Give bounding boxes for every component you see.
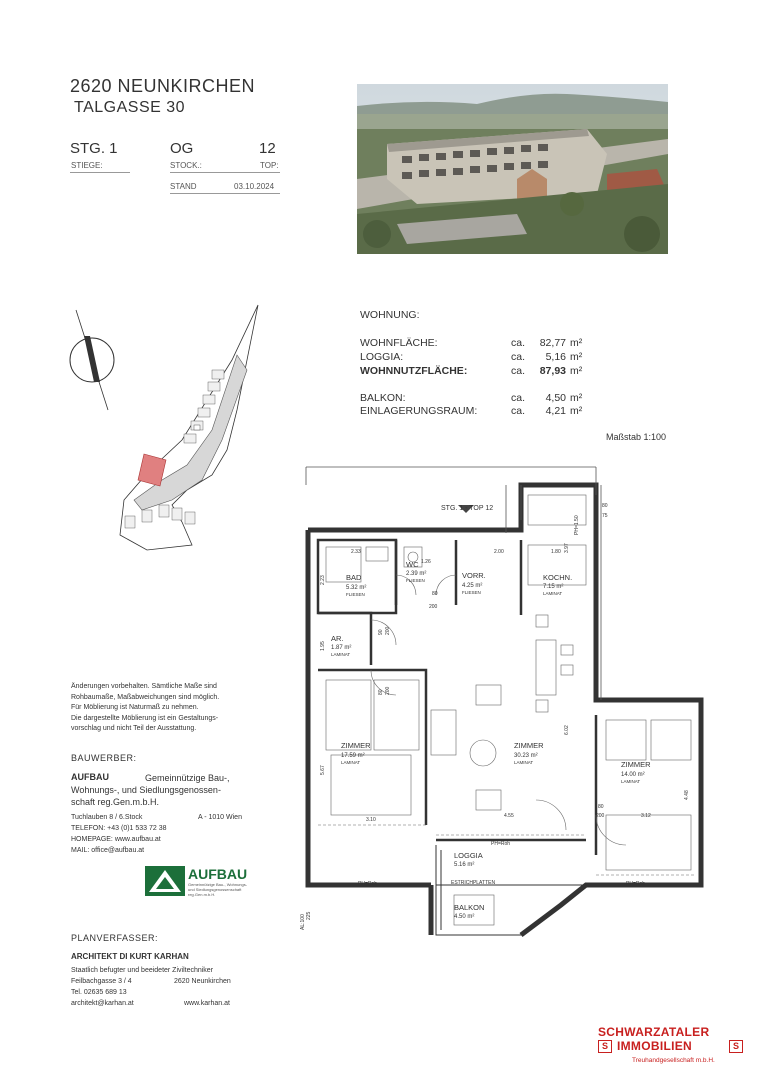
bauwerber-desc	[145, 772, 230, 784]
einlagerung-unit: m²	[570, 405, 583, 417]
door-tag-6: 200	[385, 686, 391, 695]
disclaimer-line: Änderungen vorbehalten. Sämtliche Maße sind	[71, 683, 217, 690]
aufbau-logo-sub	[188, 882, 247, 897]
wohnung-title: WOHNUNG:	[360, 309, 420, 321]
einlagerung-value: 4,21	[545, 405, 566, 417]
bauwerber-name: AUFBAU	[71, 772, 109, 782]
wohnnutzflaeche-value: 87,93	[539, 365, 566, 377]
room-vorr-name: VORR.	[462, 571, 486, 580]
room-zimmer3-floor: LAMINAT	[621, 779, 641, 784]
plan-top-label: STG. 1 - TOP 12	[441, 505, 494, 512]
aufbau-logo-icon	[145, 866, 185, 896]
room-vorr-area: 4.25 m²	[462, 583, 483, 589]
loggia-unit: m²	[570, 351, 583, 363]
sill-tag-2: 225	[306, 911, 312, 920]
bauwerber-desc-line: schaft reg.Gen.m.b.H.	[71, 797, 160, 807]
agent-mark-left-icon	[598, 1040, 612, 1053]
room-zimmer1-name: ZIMMER	[341, 741, 371, 750]
wohnflaeche-value: 82,77	[539, 337, 566, 349]
planverfasser-city: 2620 Neunkirchen	[174, 978, 231, 985]
bauwerber-phone: TELEFON: +43 (0)1 533 72 38	[71, 825, 167, 832]
wohnnutzflaeche-ca: ca.	[511, 365, 526, 377]
room-zimmer2-floor: LAMINAT	[514, 760, 534, 765]
dim-bad-width: 2.33	[351, 549, 361, 555]
planverfasser-name: ARCHITEKT DI KURT KARHAN	[71, 952, 189, 961]
planverfasser-line1: Staatlich befugter und beeideter Ziviltechniker	[71, 967, 214, 974]
room-vorr-floor: FLIESEN	[462, 590, 481, 595]
room-ar-name: AR.	[331, 634, 344, 643]
site-plan	[62, 300, 272, 570]
dim-bad-depth: 2.23	[320, 575, 326, 585]
room-bad-floor: FLIESEN	[346, 592, 365, 597]
door-tag-7: 80	[598, 804, 604, 810]
door-tag-4: 200	[385, 626, 391, 635]
balkon-unit: m²	[570, 392, 583, 404]
door-tag-1: 80	[432, 591, 438, 597]
door-tag-9: 80	[602, 503, 608, 509]
planverfasser-address: Feilbachgasse 3 / 4	[71, 978, 132, 985]
bauwerber-city: A - 1010 Wien	[198, 814, 242, 821]
sill-tag-1: AL:100	[300, 914, 306, 930]
room-balkon-area: 4.50 m²	[454, 914, 475, 920]
door-tag-3: 90	[378, 629, 384, 635]
room-bad-name: BAD	[346, 573, 362, 582]
disclaimer	[71, 682, 261, 735]
door-tag-2: 200	[429, 604, 438, 610]
room-balkon-name: BALKON	[454, 903, 485, 912]
agent-sub: Treuhandgesellschaft m.b.H.	[632, 1057, 715, 1064]
room-bad-area: 5.32 m²	[346, 585, 367, 591]
wohnflaeche-ca: ca.	[511, 337, 526, 349]
dim-vorr-width: 2.00	[494, 549, 504, 555]
stand-label: STAND	[170, 182, 197, 191]
room-kochn-floor: LAMINAT	[543, 591, 563, 596]
room-wc-name: WC	[406, 560, 419, 569]
aufbau-logo-sub-line: Gemeinnützige Bau-, Wohnungs-	[188, 882, 248, 887]
stand-date: 03.10.2024	[234, 182, 275, 191]
planverfasser-mail: architekt@karhan.at	[71, 1000, 134, 1007]
dim-zimmer2-depth: 6.02	[564, 725, 570, 735]
balkon-label: BALKON:	[360, 392, 406, 404]
dim-zimmer2-width: 4.55	[504, 813, 514, 819]
agent-name-line2: IMMOBILIEN	[617, 1039, 692, 1053]
door-tag-8: 200	[596, 813, 605, 819]
door-tag-10: 75	[602, 513, 608, 519]
bauwerber-homepage: HOMEPAGE: www.aufbau.at	[71, 836, 161, 843]
door-tag-5: 80	[378, 689, 384, 695]
bauwerber-desc-line: Gemeinnützige Bau-,	[145, 773, 230, 783]
einlagerung-ca: ca.	[511, 405, 526, 417]
dim-kochn-depth: 3.97	[564, 543, 570, 553]
room-ar-area: 1.87 m²	[331, 645, 352, 651]
top-label: TOP:	[260, 161, 279, 170]
aufbau-logo-text: AUFBAU	[188, 866, 248, 882]
agent-mark-right-glyph: S	[732, 1041, 739, 1051]
dim-ar-depth: 1.95	[320, 641, 326, 651]
street-title: TALGASSE 30	[74, 99, 186, 116]
aufbau-logo-sub-line: reg.Gen.m.b.H.	[188, 892, 216, 897]
balkon-ca: ca.	[511, 392, 526, 404]
room-zimmer1-area: 17.59 m²	[341, 753, 365, 759]
loggia-label: LOGGIA:	[360, 351, 404, 363]
north-arrow-icon	[84, 336, 100, 382]
agent-mark-left-glyph: S	[601, 1041, 608, 1051]
estrich-label: ESTRICHPLATTEN	[451, 880, 496, 886]
bauwerber-desc-line: Wohnungs-, und Siedlungsgenossen-	[71, 785, 221, 795]
wohnflaeche-label: WOHNFLÄCHE:	[360, 337, 438, 349]
room-kochn-name: KOCHN.	[543, 573, 573, 582]
floor-plan	[296, 455, 716, 945]
city-title: 2620 NEUNKIRCHEN	[70, 76, 256, 96]
sill-tag-4: PH=1.50	[574, 515, 580, 535]
dim-zimmer1-width: 3.10	[366, 817, 376, 823]
room-wc-floor: FLIESEN	[406, 578, 425, 583]
agent-mark-right-icon	[729, 1040, 743, 1053]
bauwerber-title: BAUWERBER:	[71, 753, 137, 763]
loggia-value: 5,16	[545, 351, 566, 363]
agent-name-line1: SCHWARZATALER	[598, 1025, 710, 1039]
bauwerber-mail: MAIL: office@aufbau.at	[71, 847, 145, 854]
disclaimer-line: vorschlag und nicht Teil der Ausstattung.	[71, 725, 197, 732]
sill-tag-3: PH=Roh	[491, 841, 511, 847]
dim-zimmer1-depth: 5.67	[320, 765, 326, 775]
sill-tag-6: PH=Roh	[626, 881, 646, 887]
building-rendering	[357, 84, 668, 254]
disclaimer-line: Rohbaumaße, Maßabweichungen sind möglich.	[71, 693, 220, 701]
planverfasser-phone: Tel. 02635 689 13	[71, 989, 127, 996]
bauwerber-desc-cont	[71, 784, 221, 808]
room-zimmer3-name: ZIMMER	[621, 760, 651, 769]
room-loggia-area: 5.16 m²	[454, 862, 475, 868]
room-zimmer1-floor: LAMINAT	[341, 760, 361, 765]
balkon-value: 4,50	[545, 392, 566, 404]
aufbau-logo-sub-line: und Siedlungsgenossenschaft	[188, 887, 242, 892]
sill-tag-5: PH=Roh	[358, 881, 378, 887]
room-zimmer3-area: 14.00 m²	[621, 772, 645, 778]
stock-label: STOCK.:	[170, 161, 202, 170]
einlagerung-label: EINLAGERUNGSRAUM:	[360, 405, 478, 417]
wohnnutzflaeche-label: WOHNNUTZFLÄCHE:	[360, 365, 468, 377]
room-zimmer2-name: ZIMMER	[514, 741, 544, 750]
stiege-label: STIEGE:	[71, 161, 103, 170]
wohnnutzflaeche-unit: m²	[570, 365, 583, 377]
dim-zimmer3-width: 3.12	[641, 813, 651, 819]
stock-value: OG	[170, 140, 194, 157]
dim-zimmer3-depth: 4.48	[684, 790, 690, 800]
room-kochn-area: 7.15 m²	[543, 584, 564, 590]
loggia-ca: ca.	[511, 351, 526, 363]
planverfasser-title: PLANVERFASSER:	[71, 933, 159, 943]
scale-label: Maßstab 1:100	[606, 432, 667, 442]
room-loggia-name: LOGGIA	[454, 851, 483, 860]
dim-wc-width: 1.26	[421, 559, 431, 565]
room-wc-area: 2.39 m²	[406, 571, 427, 577]
stiege-value: STG. 1	[70, 140, 118, 157]
disclaimer-line: Die dargestellte Möblierung ist ein Gestaltungs-	[71, 714, 219, 722]
dim-kochn-width: 1.80	[551, 549, 561, 555]
room-ar-floor: LAMINAT	[331, 652, 351, 657]
planverfasser-web: www.karhan.at	[184, 1000, 230, 1007]
top-value: 12	[259, 140, 276, 157]
wohnflaeche-unit: m²	[570, 337, 583, 349]
disclaimer-line: Für Möblierung ist Naturmaß zu nehmen.	[71, 704, 199, 711]
bauwerber-address: Tuchlauben 8 / 6.Stock	[71, 814, 143, 821]
room-zimmer2-area: 30.23 m²	[514, 753, 538, 759]
